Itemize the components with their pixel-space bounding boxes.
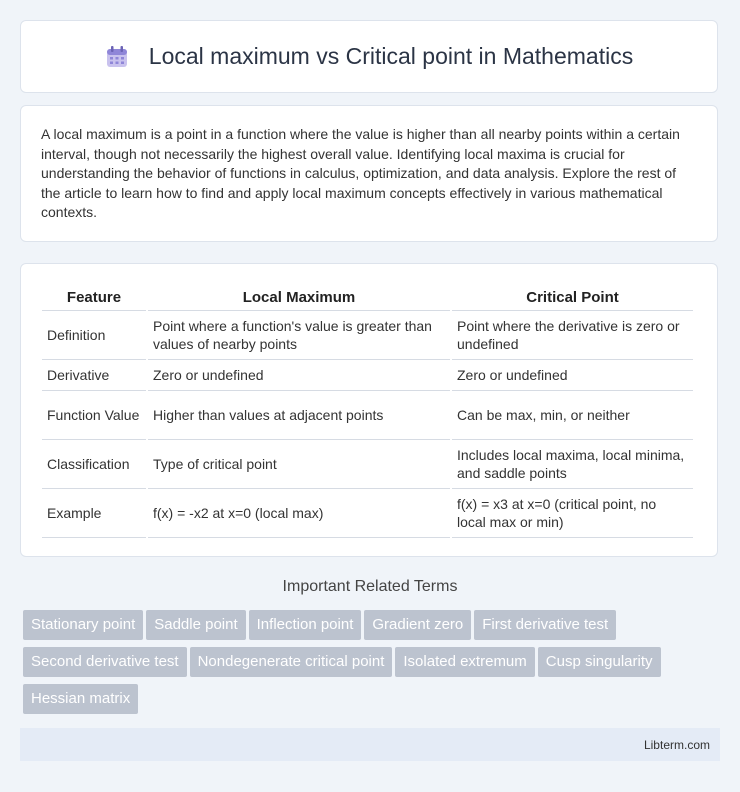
- footer-site-link[interactable]: Libterm.com: [643, 737, 710, 752]
- cell-critical-point: Includes local maxima, local minima, and saddle points: [452, 440, 693, 489]
- intro-text: A local maximum is a point in a function where the value is higher than all nearby points within a certain interval, though not necessarily the highest overall value. Identifying local maxima is crucial for understanding the behavior of functions in calculus, optimization, and data analysis. Explore the rest of the article to learn how to find and apply local maximum concepts effectively in various mathematical contexts.: [41, 126, 680, 220]
- cell-critical-point: Can be max, min, or neither: [452, 391, 693, 440]
- table-row: [42, 360, 693, 391]
- related-term-tag[interactable]: Isolated extremum: [395, 647, 534, 677]
- cell-feature: Example: [42, 489, 146, 538]
- related-term-tag[interactable]: First derivative test: [474, 610, 616, 640]
- comparison-table: [40, 286, 695, 538]
- cell-feature: Definition: [42, 311, 146, 360]
- table-row: [42, 391, 693, 440]
- related-term-tag[interactable]: Saddle point: [146, 610, 245, 640]
- cell-local-maximum: f(x) = -x2 at x=0 (local max): [148, 489, 450, 538]
- header-feature: Feature: [42, 286, 146, 311]
- related-term-tag[interactable]: Second derivative test: [23, 647, 187, 677]
- header-local-maximum: Local Maximum: [148, 286, 450, 311]
- related-term-tag[interactable]: Hessian matrix: [23, 684, 138, 714]
- cell-feature: Classification: [42, 440, 146, 489]
- table-header-row: [42, 286, 693, 311]
- cell-local-maximum: Higher than values at adjacent points: [148, 391, 450, 440]
- cell-local-maximum: Type of critical point: [148, 440, 450, 489]
- table-row: [42, 311, 693, 360]
- related-term-tag[interactable]: Gradient zero: [364, 610, 471, 640]
- header-critical-point: Critical Point: [452, 286, 693, 311]
- comparison-table-card: [20, 263, 718, 557]
- cell-local-maximum: Point where a function's value is greater than values of nearby points: [148, 311, 450, 360]
- related-terms-tags: [23, 610, 723, 721]
- cell-local-maximum: Zero or undefined: [148, 360, 450, 391]
- calendar-icon: [105, 45, 131, 69]
- table-row: [42, 489, 693, 538]
- related-term-tag[interactable]: Nondegenerate critical point: [190, 647, 393, 677]
- intro-card: [20, 105, 718, 242]
- related-term-tag[interactable]: Inflection point: [249, 610, 362, 640]
- page-title: Local maximum vs Critical point in Mathematics: [148, 43, 634, 69]
- related-terms-title: Important Related Terms: [282, 578, 458, 595]
- cell-critical-point: Zero or undefined: [452, 360, 693, 391]
- related-term-tag[interactable]: Stationary point: [23, 610, 143, 640]
- cell-feature: Derivative: [42, 360, 146, 391]
- cell-critical-point: Point where the derivative is zero or undefined: [452, 311, 693, 360]
- cell-critical-point: f(x) = x3 at x=0 (critical point, no local max or min): [452, 489, 693, 538]
- table-row: [42, 440, 693, 489]
- cell-feature: Function Value: [42, 391, 146, 440]
- footer: [20, 728, 720, 761]
- related-term-tag[interactable]: Cusp singularity: [538, 647, 661, 677]
- header-card: [20, 20, 718, 93]
